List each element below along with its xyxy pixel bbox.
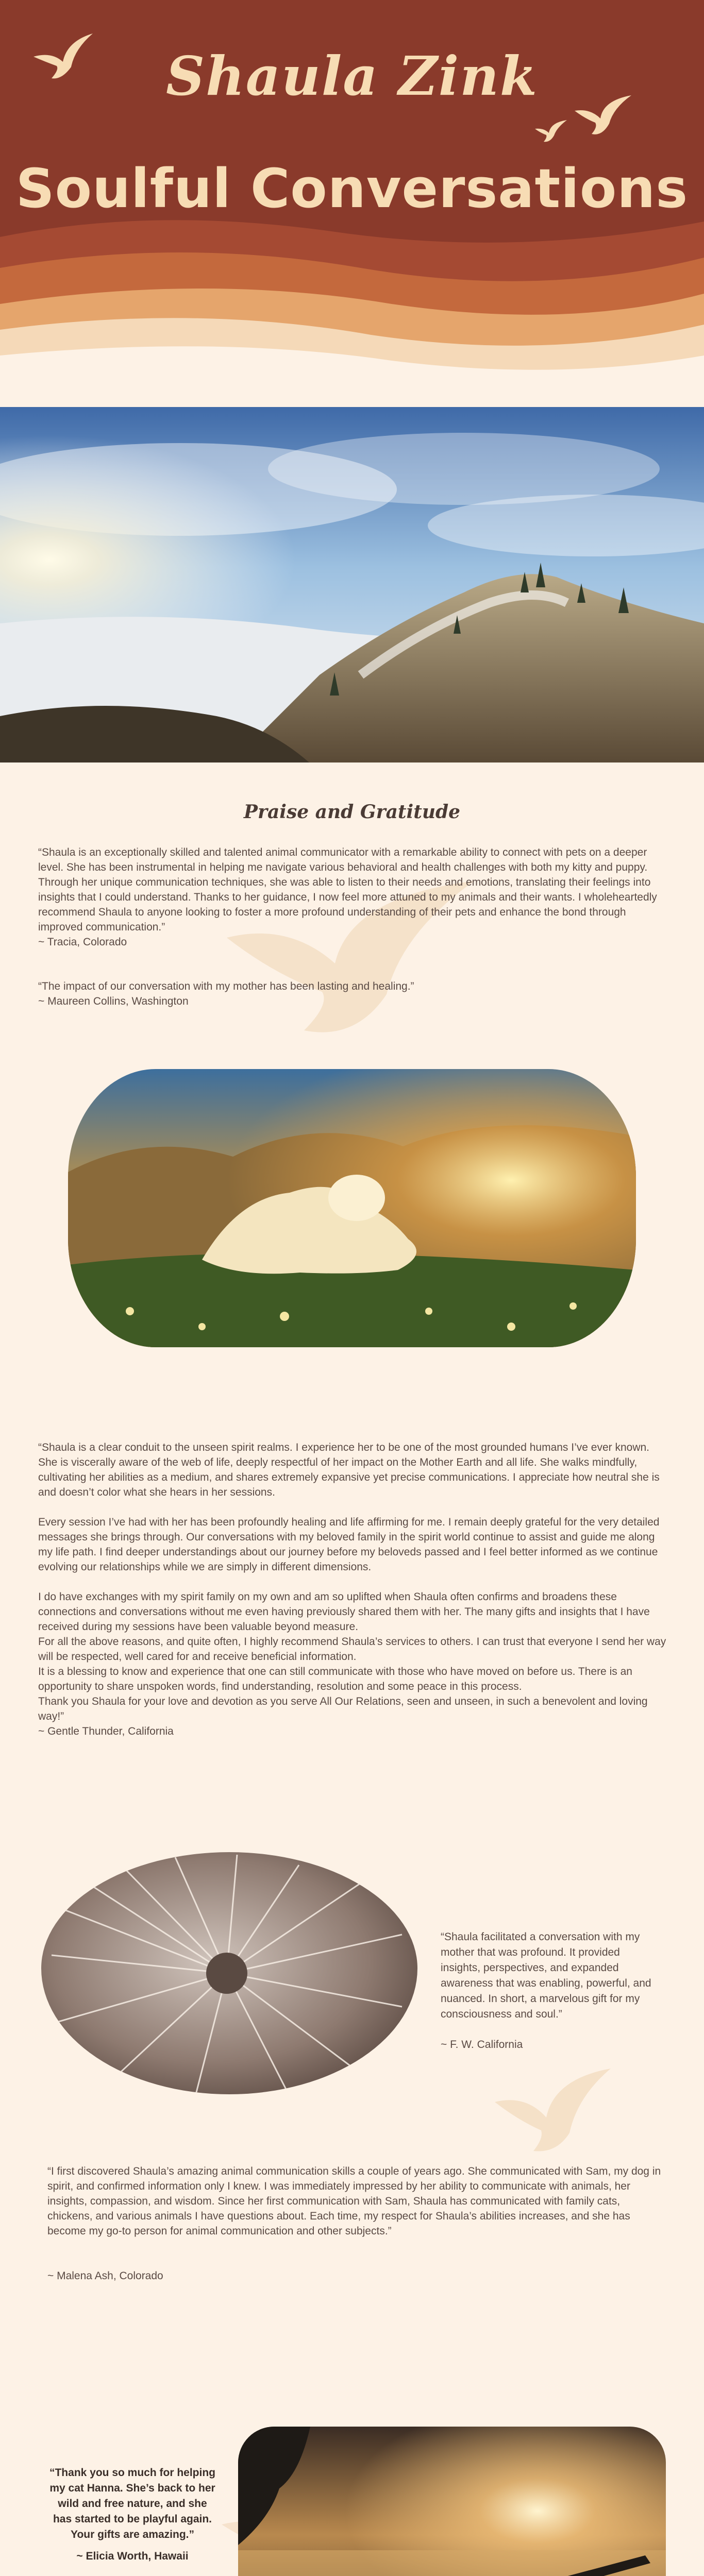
bird-icon [533,118,569,144]
testimonial-author: ~ Tracia, Colorado [38,936,127,948]
testimonial-text: “Shaula is a clear conduit to the unseen spirit realms. I experience her to be one of the most grounded humans I’ve ever known. She is viscerally aware of the web of life, deeply respectful of her impact on the Mother Earth and all life. She walks mindfully, cultivating her abilities as a medium, and shares extremely expansive yet precise communications. I appreciate how neutral she is and doesn’t color what she hears in her sessions. [38,1442,660,1498]
testimonial-author: ~ F. W. California [441,2039,523,2050]
dog-in-sunset-photo [68,1069,636,1347]
header-waves [0,206,704,392]
site-title: Soulful Conversations [15,157,689,220]
testimonial-text: “Shaula is an exceptionally skilled and talented animal communicator with a remarkable ability to connect with pets on a deeper level. She has been instrumental in helping me navigate various behavioral and health challenges with both my kitty and puppy. Through her unique communication techniques, she was able to listen to their needs and emotions, translating their feelings into insights that I could understand. Thanks to her guidance, I now feel more attuned to my animals and their wants. I wholeheartedly recommend Shaula to anyone looking to foster a more profound understanding of their pets and enhance the bond through improved communication.” [38,846,657,933]
testimonial-text: For all the above reasons, and quite often, I highly recommend Shaula’s services to others. I can trust that everyone I send her way will be respected, well cared for and receive beneficial information. [38,1636,666,1663]
testimonial-elicia [47,2465,217,2564]
site-owner-name: Shaula Zink [166,44,538,108]
praise-heading: Praise and Gratitude [243,801,461,823]
testimonial-malena [47,2164,666,2283]
testimonial-author: ~ Gentle Thunder, California [38,1725,174,1737]
testimonial-author: ~ Maureen Collins, Washington [38,995,189,1007]
cactus-closeup-photo [41,1852,417,2094]
site-header [0,0,704,392]
testimonial-tracia [38,845,667,950]
testimonial-text: It is a blessing to know and experience that one can still communicate with those who have moved on before us. There is an opportunity to share unspoken words, find understanding, resolution and some peace in this process. [38,1666,632,1692]
lake-sunset-dog-photo [238,2427,666,2576]
testimonial-text: “I first discovered Shaula’s amazing animal communication skills a couple of years ago. She communicated with Sam, my dog in spirit, and confirmed information only I knew. I was immediately impressed by her ability to communicate with animals, her insights, compassion, and wisdom. Since her first communication with Sam, Shaula has communicated with family cats, chickens, and various animals I have questions about. Each time, my respect for Shaula’s abilities increases, and she has become my go-to person for animal communication and other subjects.” [47,2165,661,2237]
testimonial-text: “The impact of our conversation with my mother has been lasting and healing.” [38,980,414,992]
testimonial-text: Thank you Shaula for your love and devotion as you serve All Our Relations, seen and unseen, in such a benevolent and loving way!” [38,1696,648,1722]
testimonial-gentle-thunder [38,1440,667,1739]
dove-silhouette-icon [490,2066,613,2154]
testimonial-fw [441,1929,657,2053]
hero-landscape-photo [0,407,704,762]
testimonial-text: “Shaula facilitated a conversation with my mother that was profound. It provided insights, perspectives, and expanded awareness that was enabling, powerful, and nuanced. In short, a marvelous gift for my consciousness and soul.” [441,1931,651,2020]
testimonial-author: ~ Elicia Worth, Hawaii [76,2550,189,2562]
testimonial-text: I do have exchanges with my spirit family on my own and am so uplifted when Shaula often confirms and broadens these connections and conversations without me even having previously shared them with her. The many gifts and insights that I have received during my sessions have been valuable beyond measure. [38,1591,650,1633]
testimonial-text: Every session I’ve had with her has been profoundly healing and life affirming for me. I remain deeply grateful for the very detailed messages she brings through. Our conversations with my beloved family in the spirit world continue to assist and guide me along my life path. I find deeper understandings about our journey before my beloveds passed and I feel better informed as we continue evolving our relationships while we are simply in different dimensions. [38,1516,660,1573]
testimonial-maureen [38,979,667,1009]
testimonial-text: “Thank you so much for helping my cat Hanna. She’s back to her wild and free nature, and she has started to be playful again. Your gifts are amazing.” [49,2467,215,2540]
testimonial-author: ~ Malena Ash, Colorado [47,2270,163,2282]
